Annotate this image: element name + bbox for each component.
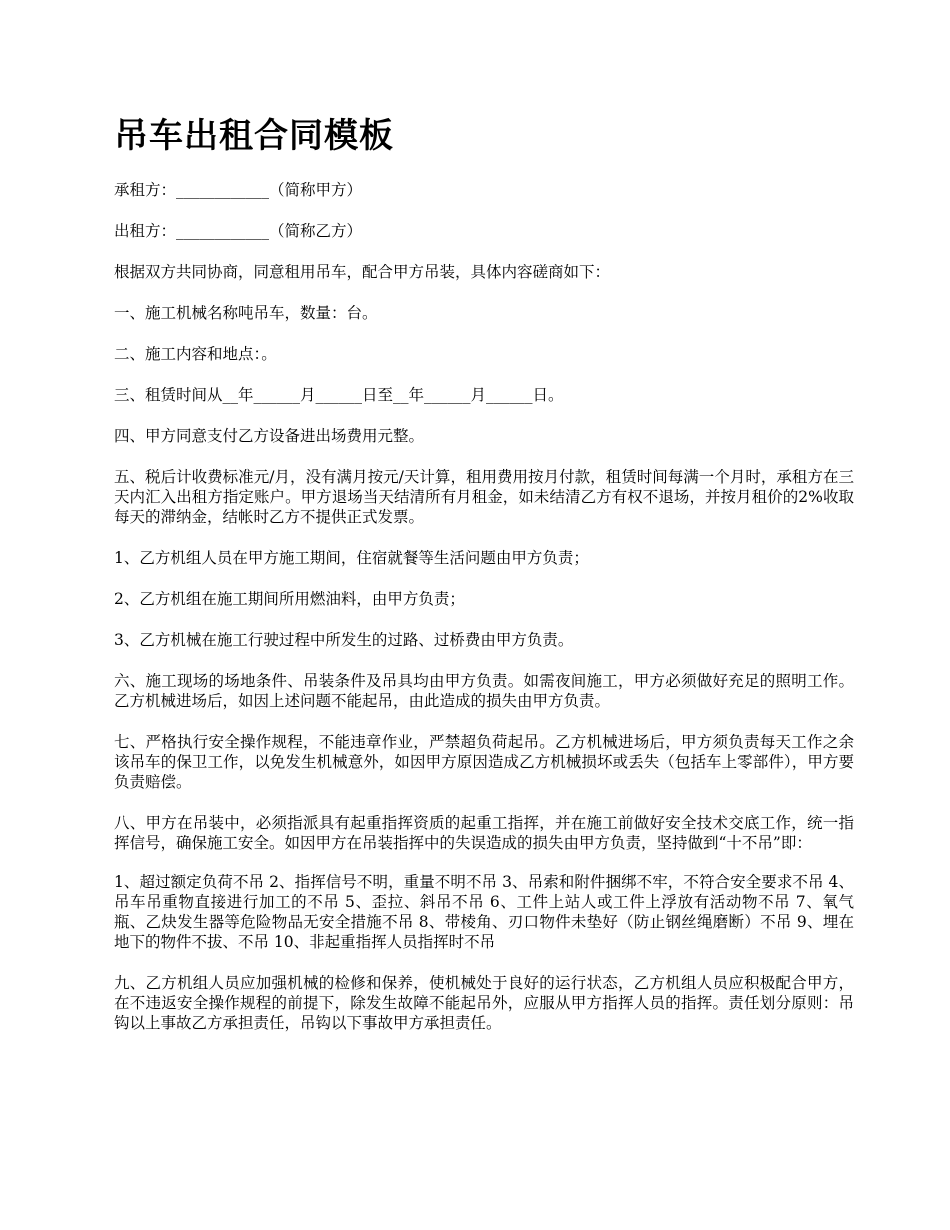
- clause-5: 五、税后计收费标准元/月，没有满月按元/天计算，租用费用按月付款，租赁时间每满一个月时，承租方在三天内汇入出租方指定账户。甲方退场当天结清所有月租金，如未结清乙方有权不退场，并按月租价的2%收取每天的滞纳金，结帐时乙方不提供正式发票。: [114, 468, 854, 526]
- lessor-line: 出租方：____________（简称乙方）: [114, 222, 363, 240]
- lessee-line: 承租方：____________（简称甲方）: [114, 181, 363, 199]
- clause-2: 二、施工内容和地点：。: [114, 345, 277, 363]
- clause-5-item-2: 2、乙方机组在施工期间所用燃油料，由甲方负责；: [114, 590, 465, 608]
- document-page: [114, 112, 854, 1054]
- intro-paragraph: 根据双方共同协商，同意租用吊车，配合甲方吊装，具体内容磋商如下：: [114, 263, 611, 281]
- clause-5-item-1: 1、乙方机组人员在甲方施工期间，住宿就餐等生活问题由甲方负责；: [114, 549, 589, 567]
- clause-1: 一、施工机械名称吨吊车，数量：台。: [114, 304, 378, 322]
- clause-3: 三、租赁时间从__年______月______日至__年______月______日。: [114, 386, 564, 404]
- clause-9: 九、乙方机组人员应加强机械的检修和保养，使机械处于良好的运行状态，乙方机组人员应积极配合甲方，在不违返安全操作规程的前提下，除发生故障不能起吊外，应服从甲方指挥人员的指挥。责任划分原则：吊钩以上事故乙方承担责任，吊钩以下事故甲方承担责任。: [114, 974, 854, 1032]
- clause-5-item-3: 3、乙方机械在施工行驶过程中所发生的过路、过桥费由甲方负责。: [114, 631, 574, 649]
- clause-6: 六、施工现场的场地条件、吊装条件及吊具均由甲方负责。如需夜间施工，甲方必须做好充足的照明工作。乙方机械进场后，如因上述问题不能起吊，由此造成的损失由甲方负责。: [114, 672, 854, 710]
- clause-4: 四、甲方同意支付乙方设备进出场费用元整。: [114, 427, 425, 445]
- clause-7: 七、严格执行安全操作规程，不能违章作业，严禁超负荷起吊。乙方机械进场后，甲方须负责每天工作之余该吊车的保卫工作，以免发生机械意外，如因甲方原因造成乙方机械损坏或丢失（包括车上零部件），甲方要负责赔偿。: [114, 733, 854, 791]
- document-title: 吊车出租合同模板: [114, 116, 394, 156]
- ten-no-lift-list: 1、超过额定负荷不吊 2、指挥信号不明，重量不明不吊 3、吊索和附件捆绑不牢，不符合安全要求不吊 4、吊车吊重物直接进行加工的不吊 5、歪拉、斜吊不吊 6、工件上站人或工件上浮放有活动物不吊 7、氧气瓶、乙炔发生器等危险物品无安全措施不吊 8、带棱角、刃口物件未垫好（防止钢丝绳磨断）不吊 9、埋在地下的物件不拔、不吊 10、非起重指挥人员指挥时不吊: [114, 873, 854, 951]
- clause-8: 八、甲方在吊装中，必须指派具有起重指挥资质的起重工指挥，并在施工前做好安全技术交底工作，统一指挥信号，确保施工安全。如因甲方在吊装指挥中的失误造成的损失由甲方负责，坚持做到“十不吊”即：: [114, 814, 854, 852]
